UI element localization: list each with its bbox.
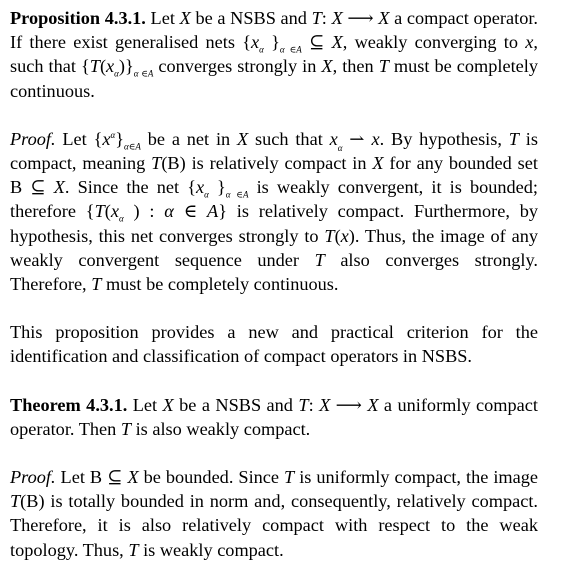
proof-label: Proof. xyxy=(10,467,56,488)
math-symbol: X xyxy=(127,467,139,488)
math-symbol: X xyxy=(162,394,174,415)
math-subscript: α ∈A xyxy=(225,189,249,200)
proposition-label: Proposition 4.3.1. xyxy=(10,8,146,28)
proof-text: ∈ xyxy=(173,201,208,222)
math-symbol: x xyxy=(525,32,534,53)
proposition-text: be a NSBS and xyxy=(190,8,312,28)
math-symbol: x xyxy=(329,128,338,149)
math-symbol: X xyxy=(378,8,390,28)
math-subscript: α xyxy=(259,44,264,55)
proposition-text: must be completely continuous. xyxy=(10,56,538,101)
math-symbol: T xyxy=(10,491,21,512)
theorem-text: a uniformly compact operator. Then xyxy=(10,394,538,439)
math-subscript: α ∈A xyxy=(133,69,154,80)
remark-paragraph xyxy=(10,320,538,368)
remark-text: This proposition provides a new and practical criterion for the identification and classification of compact operators in NSBS. xyxy=(10,322,538,367)
math-symbol: A xyxy=(207,201,219,222)
math-symbol: X xyxy=(331,8,343,28)
proof-paragraph xyxy=(10,127,538,296)
math-subscript: α xyxy=(204,189,209,200)
theorem-label: Theorem 4.3.1. xyxy=(10,394,128,415)
math-symbol: X xyxy=(53,177,65,198)
math-symbol: x xyxy=(102,128,111,149)
theorem-text: be a NSBS and xyxy=(173,394,299,415)
proposition-text: : xyxy=(321,8,332,28)
math-subscript: α∈A xyxy=(124,141,141,152)
document-page xyxy=(10,6,538,586)
math-symbol: x xyxy=(106,56,115,77)
math-symbol: T xyxy=(89,56,100,77)
proposition-text: converges strongly in xyxy=(153,56,322,77)
proposition-paragraph xyxy=(10,6,538,103)
math-subscript: α xyxy=(114,69,119,80)
math-symbol: X xyxy=(179,8,191,28)
proof-text: is compact, meaning xyxy=(10,128,538,174)
theorem-text: is also weakly compact. xyxy=(131,418,311,439)
proposition-text: , then xyxy=(332,56,379,77)
proof-text: such that xyxy=(248,128,330,149)
proof-text: ( xyxy=(104,201,111,222)
proof-text: } xyxy=(115,128,124,149)
math-symbol: X xyxy=(367,394,379,415)
proposition-text: , such that { xyxy=(10,32,538,77)
math-symbol: T xyxy=(508,128,519,149)
theorem-text: : xyxy=(308,394,320,415)
arrow-symbol: ⟶ xyxy=(330,394,368,415)
proof-text: Let { xyxy=(55,128,103,149)
math-symbol: T xyxy=(151,153,162,174)
math-symbol: X xyxy=(237,128,249,149)
proof-text: is uniformly compact, the image xyxy=(294,467,539,488)
proof-text: (B) is totally bounded in norm and, consequently, relatively compact. Therefore, it is also relatively compact with respect to the weak topology. Thus, xyxy=(10,491,538,560)
math-symbol: X xyxy=(372,153,384,174)
math-symbol: x xyxy=(371,128,380,149)
proof-text: ( xyxy=(334,225,341,246)
proof-text: . Since the net { xyxy=(64,177,197,198)
math-symbol: T xyxy=(324,225,335,246)
math-symbol: T xyxy=(284,467,295,488)
math-symbol: x xyxy=(340,225,349,246)
proposition-text: } xyxy=(263,32,280,53)
math-symbol: T xyxy=(91,274,102,295)
math-symbol: T xyxy=(128,539,139,560)
math-symbol: x xyxy=(251,32,260,53)
math-symbol: T xyxy=(378,56,389,77)
math-superscript: α xyxy=(110,129,116,140)
math-symbol: T xyxy=(311,8,322,28)
theorem-paragraph xyxy=(10,393,538,441)
proof-text: } is relatively compact. Furthermore, by hypothesis, this net converges strongly to xyxy=(10,201,538,246)
proof-text: Let B ⊆ xyxy=(55,467,128,488)
math-symbol: x xyxy=(196,177,205,198)
proposition-text: a compact operator. If there exist generalised nets { xyxy=(10,8,538,53)
math-symbol: T xyxy=(120,418,132,439)
proof-text: ) : xyxy=(123,201,165,222)
proposition-text: , weakly converging to xyxy=(342,32,526,53)
proof-text: be bounded. Since xyxy=(138,467,285,488)
proof-text: must be completely continuous. xyxy=(101,274,339,295)
theorem-text: Let xyxy=(127,394,163,415)
proof-text: is weakly convergent, it is bounded; therefore { xyxy=(10,177,538,222)
math-symbol: x xyxy=(110,201,119,222)
math-symbol: α xyxy=(164,201,174,222)
proof-text: (B) is relatively compact in xyxy=(161,153,373,174)
proof-label: Proof. xyxy=(10,128,56,149)
proposition-text: ( xyxy=(99,56,107,77)
proposition-text: )} xyxy=(118,56,134,77)
proposition-text: Let xyxy=(145,8,180,28)
proof-text: for any bounded set B ⊆ xyxy=(10,153,538,198)
weak-convergence-arrow: ⇀ xyxy=(342,128,372,149)
math-subscript: α ∈A xyxy=(279,44,302,55)
proposition-text: ⊆ xyxy=(301,32,332,53)
math-symbol: X xyxy=(319,394,331,415)
math-symbol: X xyxy=(321,56,333,77)
math-symbol: T xyxy=(314,249,325,270)
proof-text: be a net in xyxy=(140,128,237,149)
proof-text: } xyxy=(208,177,226,198)
math-symbol: T xyxy=(94,201,105,222)
proof-text: ). Thus, the image of any weakly convergent sequence under xyxy=(10,225,538,270)
arrow-symbol: ⟶ xyxy=(342,8,379,28)
math-symbol: T xyxy=(298,394,309,415)
proof-text: also converges strongly. Therefore, xyxy=(10,249,538,295)
math-subscript: α xyxy=(118,214,124,225)
math-symbol: X xyxy=(331,32,343,53)
proof-paragraph xyxy=(10,465,538,562)
math-subscript: α xyxy=(337,143,343,154)
proof-text: is weakly compact. xyxy=(138,539,284,560)
proof-text: . By hypothesis, xyxy=(379,128,509,149)
